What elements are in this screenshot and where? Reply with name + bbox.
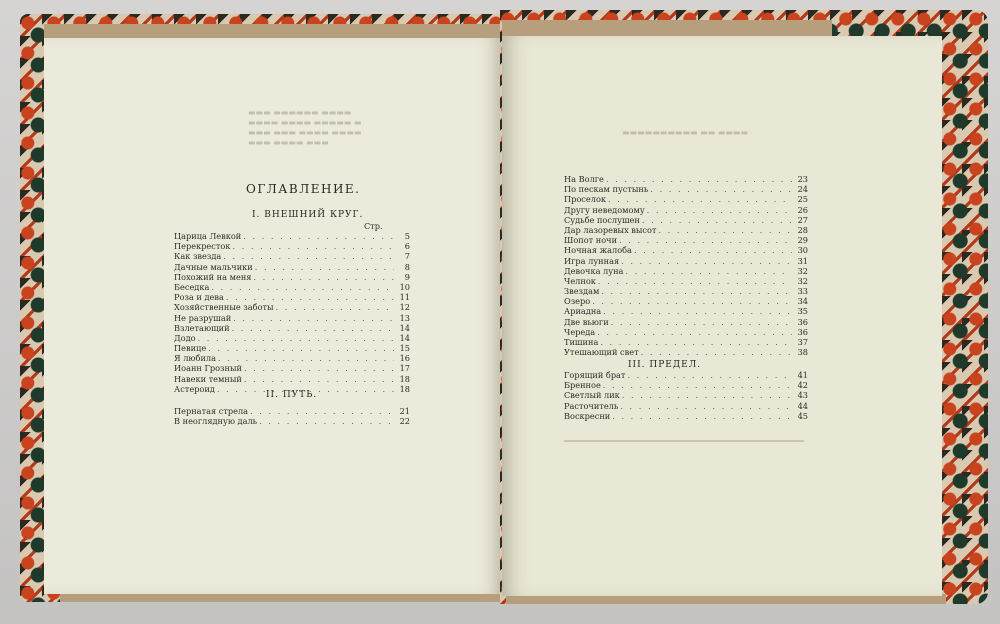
toc-entry-page-number: 18 [399,383,410,394]
toc-entry-title: Звездам [564,286,600,297]
toc-entry [174,416,410,426]
dot-leader [253,262,394,272]
toc-entry-title: Как звезда [174,251,222,262]
toc-entry [174,302,410,312]
bleed-through-rule [564,440,804,442]
toc-entry-page-number: 9 [404,271,410,282]
dot-leader [610,411,792,421]
toc-entry-title: Тишина [564,337,599,347]
dot-leader [623,266,792,276]
toc-entry-title: Горящий брат [564,370,626,380]
toc-entry [564,276,808,286]
toc-entry-page-number: 11 [399,292,410,303]
page-column-label: Стр. [364,221,383,231]
toc-entry-page-number: 33 [797,286,808,297]
dot-leader [618,401,792,411]
toc-entry-page-number: 25 [797,194,808,205]
dot-leader [206,343,394,353]
toc-entry-page-number: 5 [404,231,410,241]
toc-entry [564,411,808,421]
toc-entry-title: Шопот ночи [564,235,618,246]
toc-entry-title: Расточитель [564,400,619,411]
dot-leader [209,282,394,292]
dot-leader [645,205,792,215]
toc-entry-title: Ариадна [564,306,602,317]
toc-entry-title: Астероид [174,383,215,394]
toc-entry-title: По пескам пустынь [564,184,649,195]
dot-leader [625,370,792,380]
toc-entry-page-number: 36 [797,326,808,337]
dot-leader [609,317,792,327]
toc-entry [174,282,410,292]
dot-leader [251,272,394,282]
toc-entry-title: На Волге [564,174,604,184]
toc-entry-page-number: 35 [797,306,808,317]
section-title-1: I. ВНЕШНИЙ КРУГ. [252,210,364,220]
toc-entry-title: Дар лазоревых высот [564,224,657,235]
toc-entry-page-number: 16 [399,353,410,364]
toc-entry-title: Царица Левкой [174,231,242,241]
toc-entry-page-number: 37 [797,337,808,347]
dot-leader [632,245,792,255]
toc-entry-page-number: 36 [797,316,808,327]
toc-entry [564,347,808,357]
dot-leader [599,286,792,296]
dot-leader [590,296,792,306]
toc-entry-title: Череда [564,326,596,337]
toc-entry-title: Додо [174,332,196,343]
toc-entry [564,174,808,184]
dot-leader [606,194,792,204]
toc-entry [174,262,410,272]
toc-entry-title: Иоанн Грозный [174,363,242,374]
toc-entry-title: Пернатая стрела [174,406,249,416]
toc-entry-title: Озеро [564,296,591,307]
dot-leader [639,347,792,357]
toc-entry [564,296,808,306]
toc-entry-page-number: 24 [797,184,808,195]
toc-entry [564,317,808,327]
toc-entry-page-number: 8 [404,261,410,272]
toc-entry-page-number: 45 [797,410,808,421]
dot-leader [595,327,792,337]
dot-leader [230,323,394,333]
toc-entry-page-number: 29 [797,235,808,246]
toc-entry [174,251,410,261]
toc-entry-title: Не разрушай [174,312,232,323]
toc-list-section-2 [174,406,410,426]
toc-entry [564,337,808,347]
toc-entry-page-number: 32 [797,265,808,276]
toc-entry-page-number: 34 [797,296,808,307]
toc-entry [174,333,410,343]
toc-entry-page-number: 43 [797,390,808,401]
toc-entry-page-number: 30 [797,245,808,256]
toc-entry-title: Утешающий свет [564,347,639,358]
dot-leader [656,225,792,235]
toc-entry [564,266,808,276]
toc-entry-page-number: 10 [399,281,410,292]
toc-entry [174,292,410,302]
toc-list-section-3 [564,370,808,421]
toc-entry [174,241,410,251]
toc-entry [564,370,808,380]
toc-entry-page-number: 6 [404,241,410,252]
dot-leader [620,390,792,400]
bleed-through-text: ▬▬▬▬▬▬▬▬▬▬ ▬▬ ▬▬▬▬ [622,128,749,137]
toc-entry [174,323,410,333]
toc-entry [564,225,808,235]
toc-entry-page-number: 28 [797,224,808,235]
toc-entry [564,401,808,411]
dot-leader [617,235,792,245]
toc-entry [564,306,808,316]
toc-entry [564,245,808,255]
toc-entry-title: Я любила [174,353,217,364]
toc-entry [174,363,410,373]
toc-entry-page-number: 21 [399,406,410,416]
toc-entry-title: Две вьюги [564,316,609,327]
right-page [502,36,942,596]
toc-entry-page-number: 44 [797,400,808,411]
bleed-through-text: ▬▬▬ ▬▬▬▬▬▬ ▬▬▬▬ ▬▬▬▬ ▬▬▬▬ ▬▬▬▬▬ ▬ ▬▬▬ ▬▬▬ ▬▬▬▬ ▬▬▬▬ ▬▬▬ ▬▬▬▬ ▬▬▬ [248,108,362,147]
dot-leader [230,241,394,251]
dot-leader [604,174,792,184]
dot-leader [224,292,394,302]
toc-entry-page-number: 41 [797,370,808,380]
toc-entry-page-number: 42 [797,380,808,391]
toc-entry-title: Хозяйственные заботы [174,302,274,313]
toc-entry-title: Похожий на меня [174,271,252,282]
dot-leader [619,256,792,266]
toc-entry-page-number: 18 [399,373,410,384]
toc-entry-title: Бренное [564,380,601,391]
section-title-3: III. ПРЕДЕЛ. [628,360,702,370]
toc-entry-page-number: 26 [797,204,808,215]
toc-list-section-1 [174,231,410,394]
toc-entry-title: Судьбе послушен [564,214,640,225]
toc-entry-title: Другу неведомому [564,204,645,215]
toc-entry-title: Взлетающий [174,322,230,333]
toc-entry [564,390,808,400]
toc-entry [174,231,410,241]
toc-entry [174,343,410,353]
dot-leader [640,215,792,225]
toc-list-continued [564,174,808,357]
dot-leader [242,363,394,373]
dot-leader [648,184,792,194]
toc-entry-page-number: 32 [797,275,808,286]
toc-entry-page-number: 15 [399,343,410,354]
toc-entry-page-number: 22 [399,416,410,427]
toc-entry [564,215,808,225]
dot-leader [601,380,792,390]
toc-entry-title: Певице [174,343,207,354]
toc-entry-title: Проселок [564,194,606,205]
toc-entry-title: Светлый лик [564,390,620,401]
toc-entry [564,327,808,337]
toc-entry-title: Воскресни [564,410,611,421]
left-page [44,38,500,594]
dot-leader [242,374,394,384]
toc-entry-page-number: 17 [399,363,410,374]
toc-entry-title: Челнок [564,275,596,286]
dot-leader [241,231,394,241]
dot-leader [257,416,394,426]
toc-entry [564,205,808,215]
dot-leader [196,333,394,343]
toc-entry-page-number: 12 [399,302,410,313]
toc-entry-title: В неоглядную даль [174,416,258,427]
toc-entry-page-number: 14 [399,332,410,343]
toc-entry-title: Беседка [174,281,210,292]
toc-title: ОГЛАВЛЕНИЕ. [246,182,361,196]
toc-entry-title: Ночная жалоба [564,245,632,256]
toc-entry [174,272,410,282]
toc-entry [564,380,808,390]
dot-leader [274,302,394,312]
toc-entry-title: Дачныe мальчики [174,261,253,272]
section-title-2: II. ПУТЬ. [266,390,318,400]
dot-leader [248,406,394,416]
toc-entry-title: Перекресток [174,241,231,252]
toc-entry [174,406,410,416]
dot-leader [598,337,792,347]
toc-entry-page-number: 31 [797,255,808,266]
toc-entry [564,286,808,296]
toc-entry [174,374,410,384]
toc-entry-page-number: 27 [797,214,808,225]
toc-entry-title: Роза и дева [174,292,224,303]
toc-entry-page-number: 38 [797,347,808,358]
toc-entry-page-number: 7 [404,251,410,262]
toc-entry-title: Девочка луна [564,265,624,276]
dot-leader [231,313,394,323]
toc-entry [564,256,808,266]
dot-leader [216,353,394,363]
toc-entry-title: Игра лунная [564,255,620,266]
toc-entry-page-number: 14 [399,322,410,333]
dot-leader [596,276,792,286]
toc-entry [174,313,410,323]
toc-entry [564,184,808,194]
toc-entry-page-number: 23 [797,174,808,184]
toc-entry [174,353,410,363]
dot-leader [601,306,792,316]
toc-entry-title: Навеки темный [174,373,242,384]
toc-entry [564,194,808,204]
dot-leader [221,251,394,261]
toc-entry [564,235,808,245]
toc-entry-page-number: 13 [399,312,410,323]
